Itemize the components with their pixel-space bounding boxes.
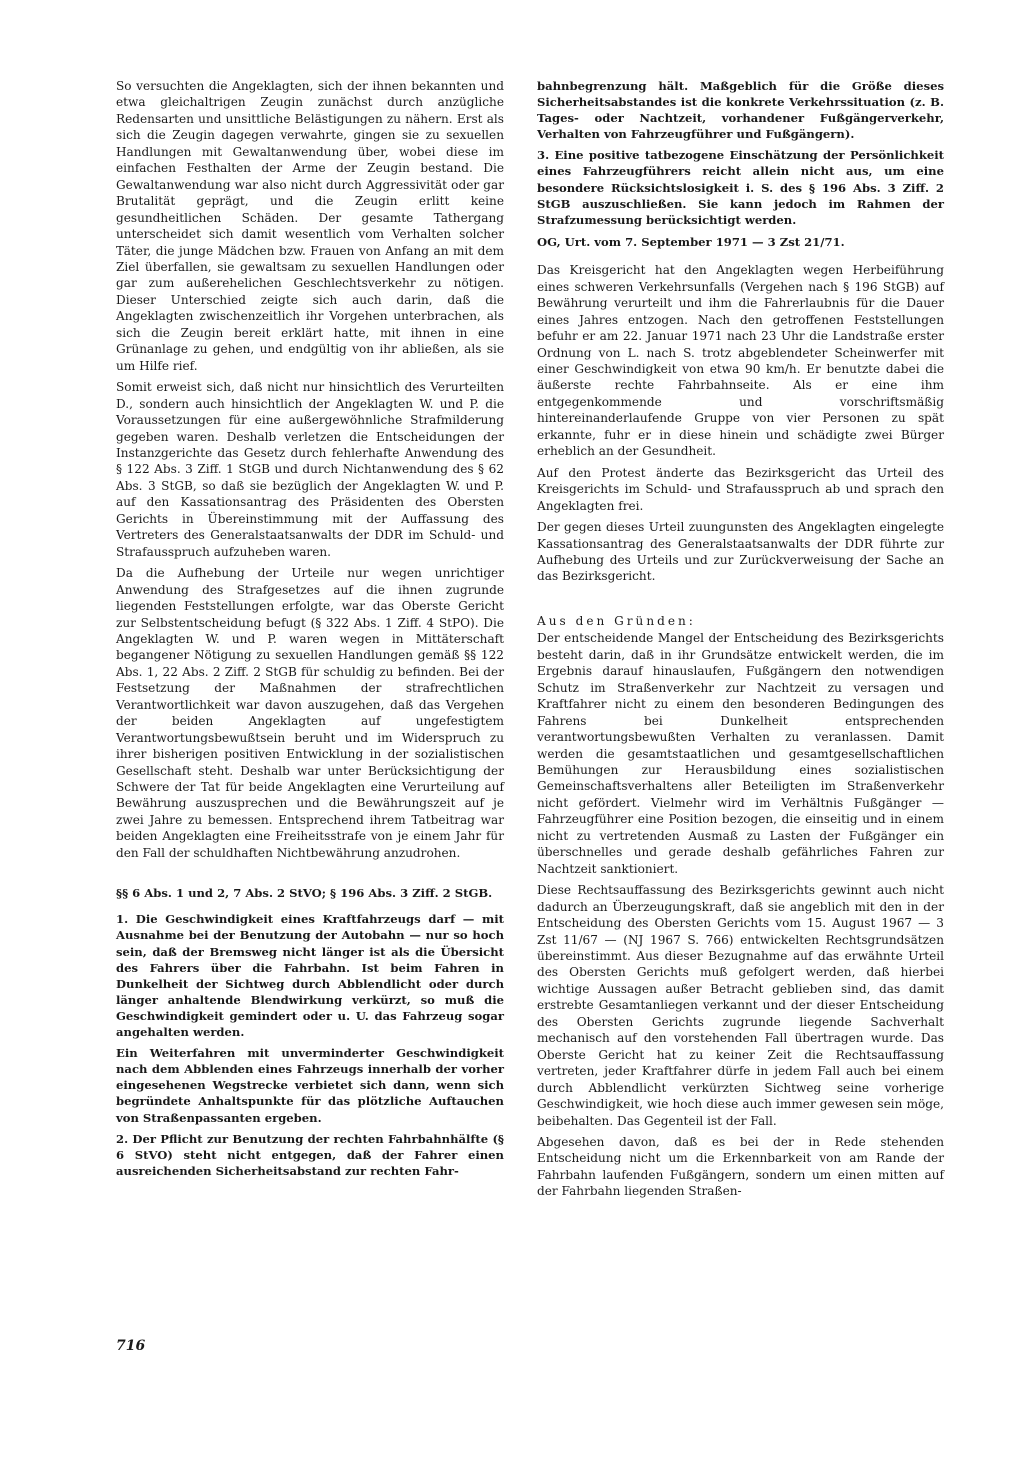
headnote: Ein Weiterfahren mit unverminderter Geschwindigkeit nach dem Abblenden eines Fahrzeugs innerhalb der vorher eingesehenen Wegstrecke verbietet sich dann, wenn sich begründete Anhaltspunkte für das plötzliche Auftauchen von Straßenpassanten ergeben. xyxy=(116,1046,504,1125)
reasons-paragraph: Abgesehen davon, daß es bei der in Rede stehenden Entscheidung nicht um die Erkennbarkeit von am Rande der Fahrbahn laufenden Fußgängern, sondern um einen mitten auf der Fahrbahn liegenden Straßen- xyxy=(537,1134,944,1199)
body-paragraph: Da die Aufhebung der Urteile nur wegen unrichtiger Anwendung des Strafgesetzes auf die ihnen zugrunde liegenden Feststellungen erfolgte, war das Oberste Gericht zur Selbstentscheidung befugt (§ 322 Abs. 1 Ziff. 4 StPO). Die Angeklagten W. und P. waren wegen in Mittäterschaft begangener Nötigung zu sexuellen Handlungen gemäß §§ 122 Abs. 1, 22 Abs. 2 Ziff. 2 StGB für schuldig zu befinden. Bei der Festsetzung der Maßnahmen der strafrechtlichen Verantwortlichkeit war davon auszugehen, daß das Vergehen der beiden Angeklagten auf ungefestigtem Verantwortungsbewußtsein beruht und im Widerspruch zu ihrer bisherigen positiven Entwicklung in der sozialistischen Gesellschaft steht. Deshalb war unter Berücksichtigung der Schwere der Tat für beide Angeklagten eine Verurteilung auf Bewährung auszusprechen und die Bewährungszeit auf je zwei Jahre zu bemessen. Entsprechend ihrem Tatbeitrag war beiden Angeklagten eine Freiheitsstrafe von je einem Jahr für den Fall der schuldhaften Nichtbewährung anzudrohen. xyxy=(116,566,504,860)
reasons-heading: Aus den Gründen: xyxy=(537,613,696,628)
facts-paragraph: Das Kreisgericht hat den Angeklagten wegen Herbeiführung eines schweren Verkehrsunfalls (Vergehen nach § 196 StGB) auf Bewährung verurteilt und ihm die Fahrerlaubnis für die Dauer eines Jahres entzogen. Nach den getroffenen Feststellungen befuhr er am 22. Januar 1971 nach 23 Uhr die Landstraße erster Ordnung von L. nach S. trotz abgeblendeter Scheinwerfer mit einer Geschwindigkeit von etwa 90 km/h. Er benutzte dabei die äußerste rechte Fahrbahnseite. Als er eine ihm entgegenkommende und vorschriftsmäßig hintereinanderlaufende Gruppe von vier Personen zu spät erkannte, fuhr er in diese hinein und schädigte zwei Bürger erheblich an der Gesundheit. xyxy=(537,263,944,459)
page-number: 716 xyxy=(116,1338,146,1354)
court-citation: OG, Urt. vom 7. September 1971 — 3 Zst 21/71. xyxy=(537,234,845,249)
reasons-paragraph: Der entscheidende Mangel der Entscheidung des Bezirksgerichts besteht darin, daß in ihr Grundsätze entwickelt werden, die im Ergebnis darauf hinauslaufen, Fußgängern den notwendigen Schutz im Straßenverkehr zur Nachtzeit zu versagen und Kraftfahrer nicht zu einem den besonderen Bedingungen des Fahrens bei Dunkelheit entsprechenden verantwortungsbewußten Verhalten zu veranlassen. Damit werden die gesamtstaatlichen und gesamtgesellschaftlichen Bemühungen zur Herausbildung eines sozialistischen Gemeinschaftsverhaltens aller Beteiligten im Straßenverkehr nicht gefördert. Vielmehr wird im Verhältnis Fußgänger — Fahrzeugführer eine Position bezogen, die einseitig und in einem nicht zu vertretenden Ausmaß zu Lasten der Fußgänger ein überschnelles und gerade deshalb gefährliches Fahren zur Nachtzeit sanktioniert. xyxy=(537,631,944,876)
headnote: 1. Die Geschwindigkeit eines Kraftfahrzeugs darf — mit Ausnahme bei der Benutzung der Autobahn — nur so hoch sein, daß der Bremsweg nicht länger ist als die Übersicht des Fahrers über die Fahrbahn. Ist beim Fahren in Dunkelheit der Sichtweg durch Abblendlicht oder durch länger anhaltende Blendwirkung verkürzt, so muß die Geschwindigkeit gemindert oder u. U. das Fahrzeug sogar angehalten werden. xyxy=(116,912,504,1040)
headnote: 3. Eine positive tatbezogene Einschätzung der Persönlichkeit eines Fahrzeugführers reicht allein nicht aus, um eine besondere Rücksichtslosigkeit i. S. des § 196 Abs. 3 Ziff. 2 StGB auszuschließen. Sie kann jedoch im Rahmen der Strafzumessung berücksichtigt werden. xyxy=(537,148,944,227)
reasons-paragraph: Diese Rechtsauffassung des Bezirksgerichts gewinnt auch nicht dadurch an Überzeugungskraft, daß sie angeblich mit den in der Entscheidung des Obersten Gerichts vom 15. August 1967 — 3 Zst 11/67 — (NJ 1967 S. 766) entwickelten Rechtsgrundsätzen übereinstimmt. Aus dieser Bezugnahme auf das erwähnte Urteil des Obersten Gerichts muß gefolgert werden, daß hierbei wichtige Aussagen außer Betracht geblieben sind, das damit erstrebte Gesamtanliegen verkannt und der dieser Entscheidung des Obersten Gerichts zugrunde liegende Sachverhalt mechanisch auf den vorstehenden Fall übertragen wurde. Das Oberste Gericht hat zu keiner Zeit die Rechtsauffassung vertreten, jeder Kraftfahrer dürfe in jedem Fall auch bei einem durch Abblendlicht verkürzten Sichtweg seine vorherige Geschwindigkeit, wie hoch diese auch immer gewesen sein möge, beibehalten. Das Gegenteil ist der Fall. xyxy=(537,883,944,1128)
facts-paragraph: Der gegen dieses Urteil zuungunsten des Angeklagten eingelegte Kassationsantrag des Generalstaatsanwalts der DDR führte zur Aufhebung des Urteils und zur Zurückverweisung der Sache an das Bezirksgericht. xyxy=(537,520,944,584)
facts-paragraph: Auf den Protest änderte das Bezirksgericht das Urteil des Kreisgerichts im Schuld- und Strafausspruch ab und sprach den Angeklagten frei. xyxy=(537,465,944,513)
right-column xyxy=(537,78,944,1205)
headnote: 2. Der Pflicht zur Benutzung der rechten Fahrbahnhälfte (§ 6 StVO) steht nicht entgegen, daß der Fahrer einen ausreichenden Sicherheitsabstand zur rechten Fahr- xyxy=(116,1131,504,1178)
left-column xyxy=(116,78,504,1184)
headnote: bahnbegrenzung hält. Maßgeblich für die Größe dieses Sicherheitsabstandes ist die konkrete Verkehrssituation (z. B. Tages- oder Nachtzeit, vorhandener Fußgängerverkehr, Verhalten von Fahrzeugführer und Fußgängern). xyxy=(537,79,944,142)
law-reference: §§ 6 Abs. 1 und 2, 7 Abs. 2 StVO; § 196 Abs. 3 Ziff. 2 StGB. xyxy=(116,886,493,901)
body-paragraph: Somit erweist sich, daß nicht nur hinsichtlich des Verurteilten D., sondern auch hinsichtlich der Angeklagten W. und P. die Voraussetzungen für eine außergewöhnliche Strafmilderung gegeben waren. Deshalb verletzen die Entscheidungen der Instanzgerichte das Gesetz durch fehlerhafte Anwendung des § 122 Abs. 3 Ziff. 1 StGB und durch Nichtanwendung des § 62 Abs. 3 StGB, so daß sie bezüglich der Angeklagten W. und P. auf den Kassationsantrag des Präsidenten des Obersten Gerichts in Übereinstimmung mit der Auffassung des Vertreters des Generalstaatsanwalts der DDR im Schuld- und Strafausspruch aufzuheben waren. xyxy=(116,380,504,559)
body-paragraph: So versuchten die Angeklagten, sich der ihnen bekannten und etwa gleichaltrigen Zeugin zunächst durch anzügliche Redensarten und unsittliche Belästigungen zu nähern. Erst als sich die Zeugin dagegen verwahrte, gingen sie zu sexuellen Handlungen mit Gewaltanwendung über, wobei diese im einfachen Festhalten der Arme der Zeugin bestand. Die Gewaltanwendung war also nicht durch Aggressivität oder gar Brutalität geprägt, und die Zeugin erlitt keine gesundheitlichen Schäden. Der gesamte Tathergang unterscheidet sich damit wesentlich vom Verhalten solcher Täter, die junge Mädchen bzw. Frauen von Anfang an mit dem Ziel überfallen, sie gewaltsam zu sexuellen Handlungen oder gar zum außerehelichen Geschlechtsverkehr zu nötigen. Dieser Unterschied zeigte sich auch darin, daß die Angeklagten zwischenzeitlich ihr Vorgehen unterbrachen, als sich die Zeugin bereit erklärt hatte, mit ihnen in eine Grünanlage zu gehen, und endgültig von ihr abließen, als sie um Hilfe rief. xyxy=(116,79,504,373)
